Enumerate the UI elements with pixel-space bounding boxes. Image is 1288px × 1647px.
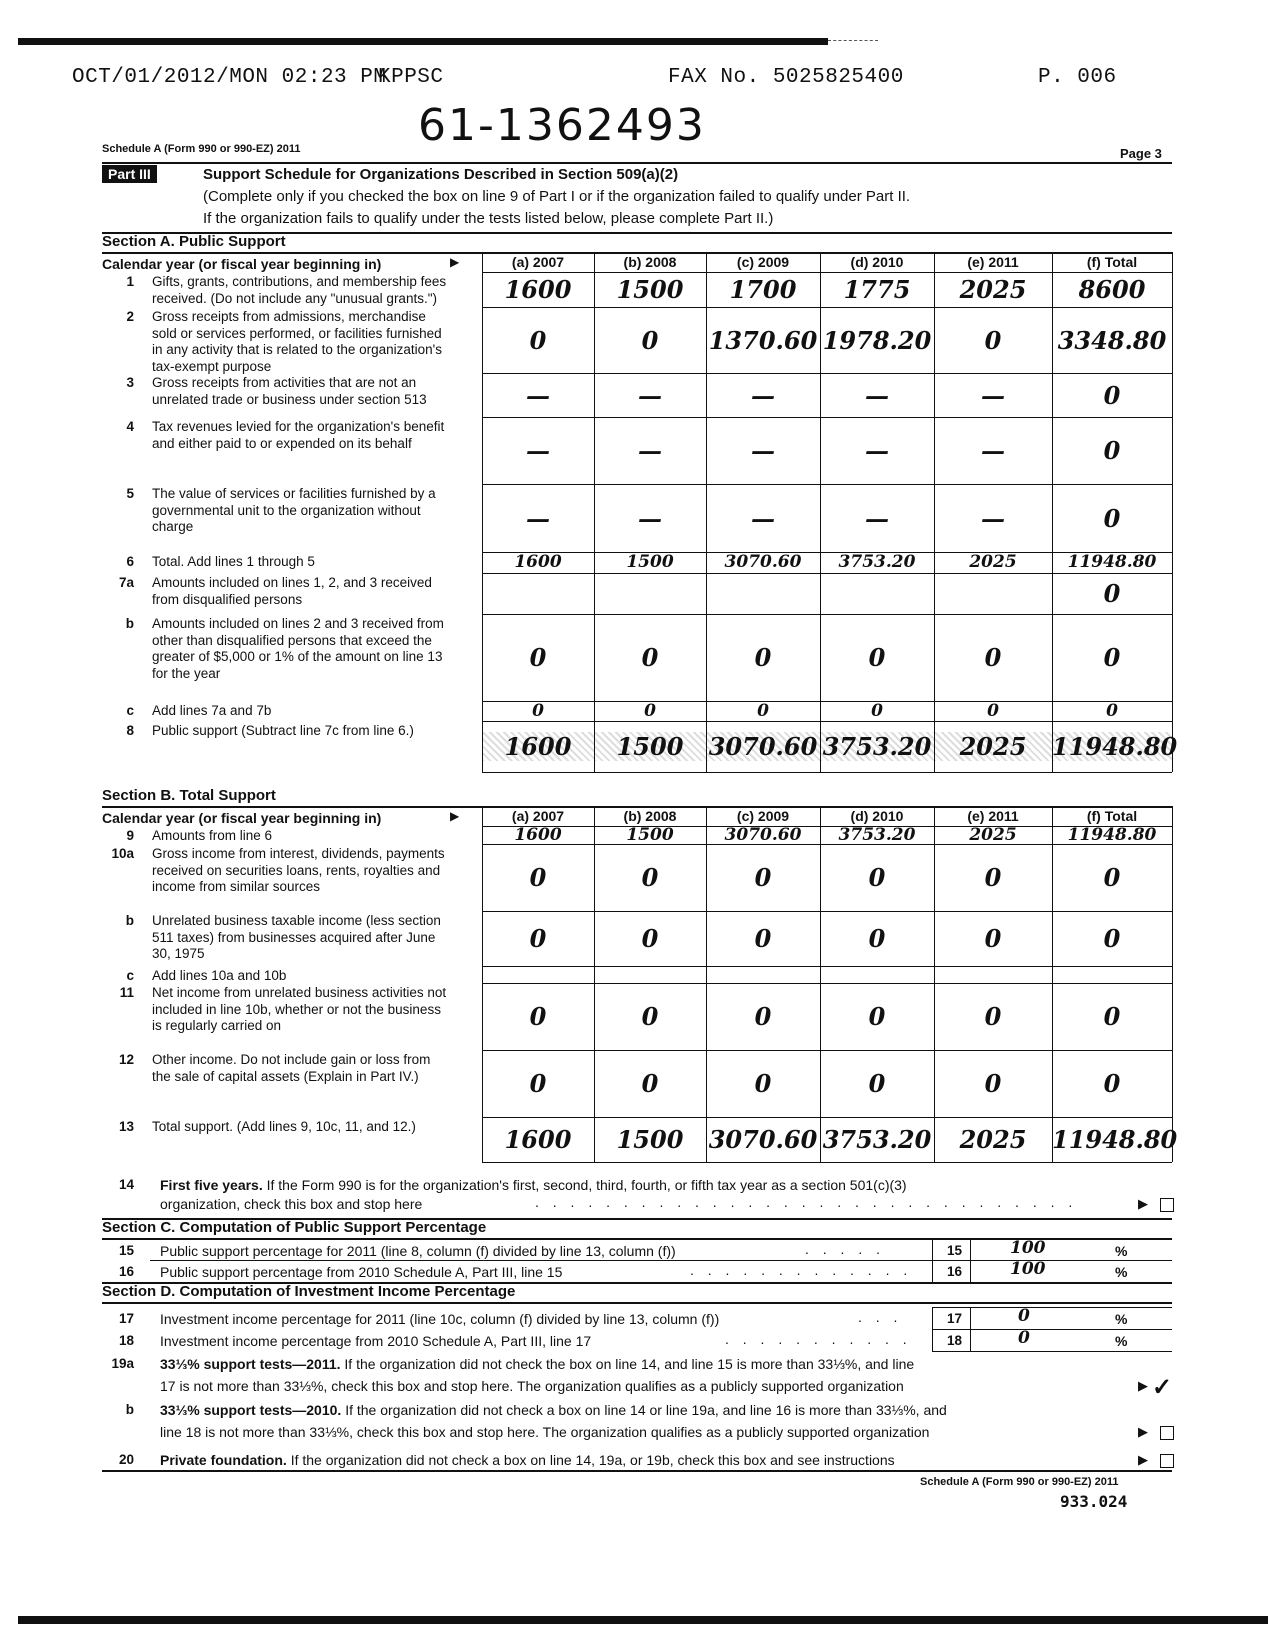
value-cell[interactable]: 3753.20 [822,1125,932,1155]
column-header: (d) 2010 [850,254,904,270]
value-cell[interactable]: 0 [644,700,656,721]
value-cell[interactable]: 0 [868,924,886,954]
value-cell[interactable]: 3070.60 [724,552,802,573]
value-cell[interactable]: 0 [641,325,659,355]
value-cell[interactable]: 3753.20 [838,552,916,573]
line-16-number: 16 [118,1264,134,1279]
line-18-value[interactable]: 0 [1018,1328,1030,1348]
value-cell[interactable]: — [751,380,775,410]
line-19a-text2: 17 is not more than 33⅓%, check this box and stop here. The organization qualifies as a publicly supported organization [160,1378,904,1394]
line-15-number: 15 [118,1243,134,1258]
value-cell[interactable]: 8600 [1078,275,1146,305]
line-description: Total. Add lines 1 through 5 [152,554,315,569]
column-header: (c) 2009 [736,808,790,824]
line-number: c [126,968,134,983]
value-cell[interactable]: 3348.80 [1057,325,1167,355]
dot-leader: . . . [858,1309,903,1325]
line-number: b [125,913,134,928]
value-cell[interactable]: 0 [754,1002,772,1032]
value-cell[interactable]: 1600 [504,275,572,305]
column-header: (f) Total [1086,254,1138,270]
value-cell[interactable]: 0 [1103,643,1121,673]
value-cell[interactable]: 2025 [959,275,1027,305]
value-cell[interactable]: 0 [1103,503,1121,533]
line-number: 6 [126,554,134,569]
part-badge: Part III [102,165,157,183]
line-17-desc: Investment income percentage for 2011 (line 10c, column (f) divided by line 13, column (f)) [160,1311,720,1327]
value-cell[interactable]: — [865,380,889,410]
line-17-pct: % [1115,1311,1128,1327]
value-cell[interactable]: 0 [1103,436,1121,466]
line-14-number: 14 [118,1177,134,1192]
line-16-pct: % [1115,1264,1128,1280]
arrow-right-icon: ▶ [1138,1424,1148,1439]
line-20-bold: Private foundation. [160,1452,287,1468]
dot-leader: . . . . . . . . . . . [725,1331,912,1347]
column-header: (d) 2010 [850,808,904,824]
line-14-desc: If the Form 990 is for the organization's first, second, third, fourth, or fifth tax year as a section 501(c)(3) [266,1177,907,1193]
footer-stamp: 933.024 [1060,1492,1128,1511]
value-cell[interactable]: 3070.60 [724,824,802,845]
column-header: (a) 2007 [511,808,565,824]
value-cell[interactable]: 11948.80 [1067,552,1157,573]
line-16-desc: Public support percentage from 2010 Schedule A, Part III, line 15 [160,1264,563,1280]
line-17-number: 17 [118,1311,134,1326]
value-cell[interactable]: 1500 [626,824,674,845]
arrow-right-icon: ▶ [1138,1378,1148,1393]
value-cell[interactable]: 0 [529,863,547,893]
line-19b-bold: 33⅓% support tests—2010. [160,1402,342,1418]
value-cell[interactable]: 11948.80 [1052,1125,1178,1155]
line-description: Add lines 10a and 10b [152,968,287,983]
value-cell[interactable]: 1500 [616,1125,684,1155]
line-number: 10a [111,846,134,861]
value-cell[interactable]: 3753.20 [820,732,934,761]
section-a-year-label: Calendar year (or fiscal year beginning in) [102,256,382,272]
arrow-right-icon: ▶ [450,809,460,823]
value-cell[interactable]: 2025 [934,732,1052,761]
value-cell[interactable]: — [526,380,550,410]
section-a-title: Section A. Public Support [102,233,286,250]
value-cell[interactable]: 0 [868,643,886,673]
line-19a-text [160,1356,1170,1372]
page-label: Page 3 [1120,146,1162,161]
value-cell[interactable]: 0 [868,863,886,893]
value-cell[interactable]: 0 [1103,1069,1121,1099]
line-number: 13 [118,1119,134,1134]
line-description: Total support. (Add lines 9, 10c, 11, and 12.) [152,1119,416,1134]
value-cell[interactable]: 0 [1103,380,1121,410]
value-cell[interactable]: 0 [984,1002,1002,1032]
value-cell[interactable]: 11948.80 [1067,824,1157,845]
value-cell[interactable]: — [638,503,662,533]
line-description: Gifts, grants, contributions, and membership fees received. (Do not include any "unusual grants.") [152,274,447,306]
top-scan-bar-dashed [828,40,878,41]
value-cell[interactable]: — [638,380,662,410]
line-number: 3 [126,375,134,390]
section-b-title: Section B. Total Support [102,787,276,804]
value-cell[interactable]: 0 [984,863,1002,893]
value-cell[interactable]: 1700 [729,275,797,305]
value-cell[interactable]: — [865,436,889,466]
line-19a-number: 19a [111,1356,134,1371]
value-cell[interactable]: 0 [529,1002,547,1032]
value-cell[interactable]: 0 [984,1069,1002,1099]
line-14-text [160,1177,1160,1193]
line-description: The value of services or facilities furnished by a governmental unit to the organization without charge [152,486,436,534]
handwritten-ein: 61-1362493 [418,100,706,151]
form-label: Schedule A (Form 990 or 990-EZ) 2011 [102,143,301,155]
line-number: 1 [126,274,134,289]
value-cell[interactable]: — [981,503,1005,533]
value-cell[interactable]: 0 [868,1002,886,1032]
line-number: 7a [118,575,134,590]
line-18-number: 18 [118,1333,134,1348]
line-14-text2: organization, check this box and stop here [160,1196,423,1212]
value-cell[interactable]: 1600 [482,732,594,761]
value-cell[interactable]: 0 [984,924,1002,954]
arrow-right-icon: ▶ [450,255,460,269]
value-cell[interactable]: 0 [641,863,659,893]
value-cell[interactable]: 1500 [626,552,674,573]
value-cell[interactable]: 1370.60 [708,325,818,355]
line-19a-bold: 33⅓% support tests—2011. [160,1356,341,1372]
value-cell[interactable]: 0 [641,643,659,673]
value-cell[interactable]: — [526,503,550,533]
value-cell[interactable]: 0 [871,700,883,721]
column-header: (e) 2011 [967,254,1019,270]
line-number: b [125,616,134,631]
value-cell[interactable]: 0 [1103,579,1121,609]
value-cell[interactable]: 0 [1103,1002,1121,1032]
line-description: Add lines 7a and 7b [152,703,272,718]
value-cell[interactable]: 2025 [959,1125,1027,1155]
line-18-pct: % [1115,1333,1128,1349]
value-cell[interactable]: 0 [532,700,544,721]
line-number: 8 [126,723,134,738]
value-cell[interactable]: 0 [984,325,1002,355]
value-cell[interactable]: 2025 [969,824,1017,845]
value-cell[interactable]: 1500 [616,275,684,305]
arrow-right-icon: ▶ [1138,1452,1148,1467]
value-cell[interactable]: 0 [1103,863,1121,893]
value-cell[interactable]: 0 [641,924,659,954]
value-cell[interactable]: 0 [987,700,999,721]
line-14-checkbox[interactable] [1160,1198,1174,1212]
value-cell[interactable]: 1600 [514,824,562,845]
value-cell[interactable]: — [638,436,662,466]
line-number: 4 [126,419,134,434]
line-14-bold: First five years. [160,1177,263,1193]
value-cell[interactable]: 3753.20 [838,824,916,845]
value-cell[interactable]: 1500 [594,732,706,761]
line-number: 9 [126,828,134,843]
value-cell[interactable]: — [865,503,889,533]
line-16-box-number: 16 [946,1264,962,1279]
line-description: Amounts from line 6 [152,828,273,843]
dot-leader: . . . . . [805,1241,886,1257]
column-header: (f) Total [1086,808,1138,824]
line-19b-number: b [125,1402,134,1417]
value-cell[interactable]: 0 [754,643,772,673]
line-17-box-number: 17 [946,1311,962,1326]
line-description: Gross income from interest, dividends, payments received on securities loans, rents, royalties and income from similar sources [152,846,445,894]
line-20-desc: If the organization did not check a box on line 14, 19a, or 19b, check this box and see instructions [290,1452,895,1468]
line-19a-desc: If the organization did not check the box on line 14, and line 15 is more than 33⅓%, and line [344,1356,915,1372]
value-cell[interactable]: — [981,436,1005,466]
section-b-year-label: Calendar year (or fiscal year beginning in) [102,810,382,826]
value-cell[interactable]: 0 [529,643,547,673]
section-d-title: Section D. Computation of Investment Income Percentage [102,1283,516,1300]
line-number: c [126,703,134,718]
value-cell[interactable]: 0 [757,700,769,721]
line-19a-checkmark-icon[interactable]: ✓ [1152,1372,1173,1401]
value-cell[interactable]: — [751,503,775,533]
line-description: Tax revenues levied for the organization's benefit and either paid to or expended on its behalf [152,419,445,451]
line-number: 12 [118,1052,134,1067]
value-cell[interactable]: 1978.20 [822,325,932,355]
line-19b-desc: If the organization did not check a box on line 14 or line 19a, and line 16 is more than 33⅓%, and [345,1402,947,1418]
fax-page: P. 006 [1038,66,1117,89]
line-15-box-number: 15 [946,1243,962,1258]
line-15-value[interactable]: 100 [1010,1238,1046,1258]
arrow-right-icon: ▶ [1138,1196,1148,1211]
fax-sender: KPPSC [378,66,444,89]
line-description: Net income from unrelated business activities not included in line 10b, whether or not the business is regularly carried on [152,985,447,1033]
line-19b-text [160,1402,1170,1418]
value-cell[interactable]: 2025 [969,552,1017,573]
line-19b-checkbox[interactable] [1160,1426,1174,1440]
line-18-box-number: 18 [946,1333,962,1348]
line-20-text [160,1452,1160,1468]
column-header: (b) 2008 [623,808,677,824]
line-15-pct: % [1115,1243,1128,1259]
footer-label: Schedule A (Form 990 or 990-EZ) 2011 [920,1476,1119,1488]
column-header: (c) 2009 [736,254,790,270]
part-title: Support Schedule for Organizations Described in Section 509(a)(2) [203,166,679,183]
line-number: 5 [126,486,134,501]
value-cell[interactable]: 0 [529,1069,547,1099]
fax-number: FAX No. 5025825400 [668,66,904,89]
column-header: (a) 2007 [511,254,565,270]
line-15-desc: Public support percentage for 2011 (line 8, column (f) divided by line 13, column (f)) [160,1243,676,1259]
value-cell[interactable]: — [526,436,550,466]
line-number: 11 [119,985,134,1000]
value-cell[interactable]: 0 [984,643,1002,673]
value-cell[interactable]: 1775 [843,275,911,305]
line-18-desc: Investment income percentage from 2010 Schedule A, Part III, line 17 [160,1333,592,1349]
line-description: Gross receipts from admissions, merchandise sold or services performed, or facilities furnished in any activity that is related to the organization's tax-exempt purpose [152,309,442,374]
line-description: Amounts included on lines 2 and 3 received from other than disqualified persons that exceed the greater of $5,000 or 1% of the amount on line 13 for the year [152,616,444,681]
value-cell[interactable]: — [751,436,775,466]
value-cell[interactable]: 0 [754,924,772,954]
dot-leader: . . . . . . . . . . . . . [690,1262,913,1278]
bottom-scan-bar [18,1616,1268,1624]
value-cell[interactable]: 3070.60 [706,732,820,761]
value-cell[interactable]: 3070.60 [708,1125,818,1155]
value-cell[interactable]: 0 [754,863,772,893]
column-header: (e) 2011 [967,808,1019,824]
line-17-value[interactable]: 0 [1018,1306,1030,1326]
value-cell[interactable]: 11948.80 [1052,732,1178,762]
fax-datetime: OCT/01/2012/MON 02:23 PM [72,66,387,89]
value-cell[interactable]: 0 [754,1069,772,1099]
value-cell[interactable]: 0 [1103,924,1121,954]
value-cell[interactable]: 1600 [514,552,562,573]
column-header: (b) 2008 [623,254,677,270]
line-description: Gross receipts from activities that are not an unrelated trade or business under section 513 [152,375,427,407]
line-16-value[interactable]: 100 [1010,1259,1046,1279]
value-cell[interactable]: — [981,380,1005,410]
line-description: Amounts included on lines 1, 2, and 3 received from disqualified persons [152,575,432,607]
value-cell[interactable]: 0 [529,924,547,954]
line-19b-text2: line 18 is not more than 33⅓%, check this box and stop here. The organization qualifies as a publicly supported organization [160,1424,930,1440]
line-20-number: 20 [118,1452,134,1467]
section-c-title: Section C. Computation of Public Support Percentage [102,1219,487,1236]
line-description: Unrelated business taxable income (less section 511 taxes) from businesses acquired after June 30, 1975 [152,913,441,961]
line-20-checkbox[interactable] [1160,1454,1174,1468]
top-scan-bar [18,38,828,45]
value-cell[interactable]: 0 [868,1069,886,1099]
value-cell[interactable]: 0 [1106,700,1118,721]
line-number: 2 [126,309,134,324]
line-description: Public support (Subtract line 7c from line 6.) [152,723,414,738]
value-cell[interactable]: 0 [529,325,547,355]
part-instruction-2: If the organization fails to qualify under the tests listed below, please complete Part II.) [203,210,774,227]
value-cell[interactable]: 0 [641,1002,659,1032]
line-description: Other income. Do not include gain or loss from the sale of capital assets (Explain in Part IV.) [152,1052,431,1084]
part-instruction-1: (Complete only if you checked the box on line 9 of Part I or if the organization failed to qualify under Part II. [203,188,911,205]
dot-leader: . . . . . . . . . . . . . . . . . . . . . . . . . . . . . . . [535,1194,1078,1210]
value-cell[interactable]: 1600 [504,1125,572,1155]
value-cell[interactable]: 0 [641,1069,659,1099]
